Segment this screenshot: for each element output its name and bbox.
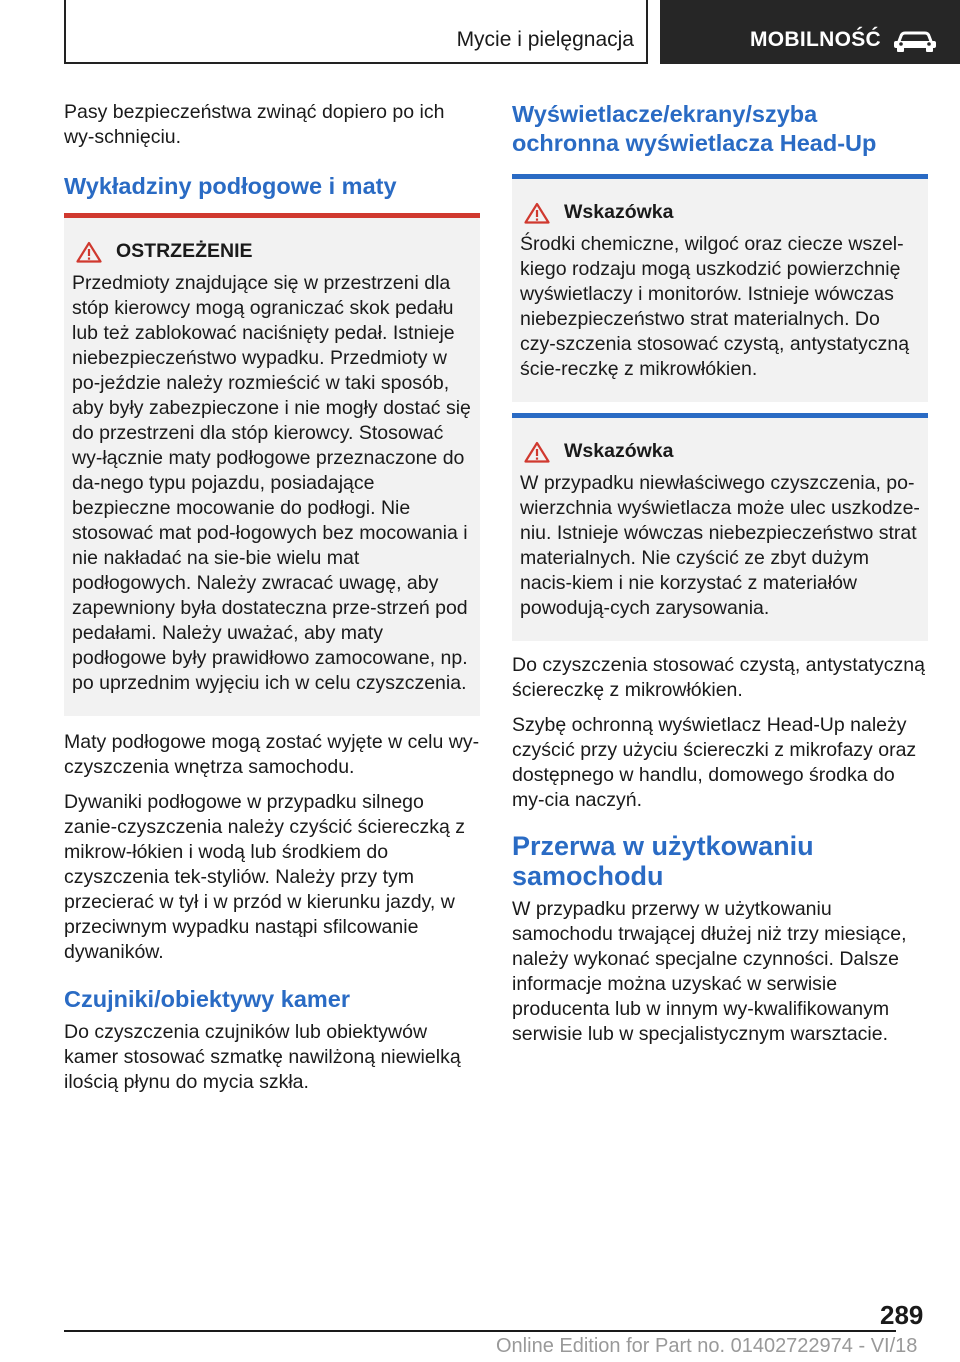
intro-paragraph: Pasy bezpieczeństwa zwinąć dopiero po ich wy-schnięciu.	[64, 101, 445, 148]
warning-triangle-icon	[524, 202, 550, 224]
warning-title: OSTRZEŻENIE	[116, 240, 253, 262]
note-box-2	[512, 413, 928, 641]
header-section-label: MOBILNOŚĆ	[750, 28, 882, 51]
note-2-title: Wskazówka	[564, 440, 674, 462]
paragraph-cloth: Do czyszczenia stosować czystą, antystatyczną ściereczkę z mikrowłókien.	[512, 654, 925, 701]
right-column	[512, 100, 928, 1057]
left-column	[64, 100, 480, 1105]
heading-floor-mats: Wykładziny podłogowe i maty	[64, 173, 397, 199]
header-title: Mycie i pielęgnacja	[456, 28, 634, 51]
warning-triangle-icon	[524, 441, 550, 463]
heading-displays: Wyświetlacze/ekrany/szyba ochronna wyświetlacza Head-Up	[512, 101, 877, 156]
footer-edition: Online Edition for Part no. 01402722974 - VI/18	[496, 1335, 918, 1357]
note-2-text: W przypadku niewłaściwego czyszczenia, po-wierzchnia wyświetlacza może ulec uszkodze-niu. Istnieje wówczas niebezpieczeństwo strat materialnych. Nie czyścić ze zbyt dużym nacis-kiem i nie korzystać z materiałów powodują-cych zarysowania.	[520, 472, 920, 619]
note-1-text: Środki chemiczne, wilgoć oraz ciecze wszel-kiego rodzaju mogą uszkodzić powierzchnię wyświetlaczy i monitorów. Istnieje wówczas niebezpieczeństwo strat materialnych. Do czy-szczenia stosować czystą, antystatyczną ście-reczkę z mikrowłókien.	[520, 233, 910, 380]
paragraph-storage-break: W przypadku przerwy w użytkowaniu samochodu trwającej dłużej niż trzy miesiące, należy wykonać specjalne czynności. Dalsze informacje można uzyskać w serwisie producenta lub w innym wy-kwalifikowanym serwisie lub w specjalistycznym warsztacie.	[512, 898, 907, 1045]
page-number: 289	[880, 1300, 924, 1330]
paragraph-sensors: Do czyszczenia czujników lub obiektywów kamer stosować szmatkę nawilżoną niewielką ilością płynu do mycia szkła.	[64, 1021, 461, 1093]
warning-triangle-icon	[76, 241, 102, 263]
paragraph-hud: Szybę ochronną wyświetlacz Head-Up należy czyścić przy użyciu ściereczki z mikrofazy oraz dostępnego w handlu, domowego środka do my-cia naczyń.	[512, 714, 917, 811]
header-section-tab	[660, 0, 960, 64]
note-box-1	[512, 174, 928, 402]
paragraph-rugs: Dywaniki podłogowe w przypadku silnego zanie-czyszczenia należy czyścić ściereczką z mikrow-łókien i wodą lub środkiem do czyszczenia tek-styliów. Należy przy tym przecierać w tył i w przód w kierunku jazdy, w przeciwnym wypadku nastąpi sfilcowanie dywaników.	[64, 791, 465, 963]
heading-storage-break: Przerwa w użytkowaniu samochodu	[512, 831, 814, 891]
heading-sensors: Czujniki/obiektywy kamer	[64, 986, 351, 1012]
warning-box	[64, 213, 480, 716]
warning-text: Przedmioty znajdujące się w przestrzeni dla stóp kierowcy mogą ograniczać skok pedału lub też zablokować naciśnięty pedał. Istnieje niebezpieczeństwo wypadku. Przedmioty w po-jeździe należy rozmieścić w taki sposób, aby były zabezpieczone i nie mogły dostać się do przestrzeni dla stóp kierowcy. Stosować wy-łącznie maty podłogowe przeznaczone do da-nego typu pojazdu, posiadające bezpieczne mocowanie do podłogi. Nie stosować mat pod-łogowych bez mocowania i nie nakładać na sie-bie wielu mat podłogowych. Należy zwracać uwagę, aby zapewniony była dostateczna prze-strzeń pod pedałami. Należy uważać, aby maty podłogowe były prawidłowo zamocowane, np. po uprzednim wyjęciu ich w celu czyszczenia.	[72, 272, 471, 694]
paragraph-mats: Maty podłogowe mogą zostać wyjęte w celu wy-czyszczenia wnętrza samochodu.	[64, 731, 480, 778]
car-icon	[892, 30, 938, 52]
header-title-box	[64, 0, 648, 64]
footer-divider	[64, 1330, 896, 1332]
note-1-title: Wskazówka	[564, 201, 674, 223]
